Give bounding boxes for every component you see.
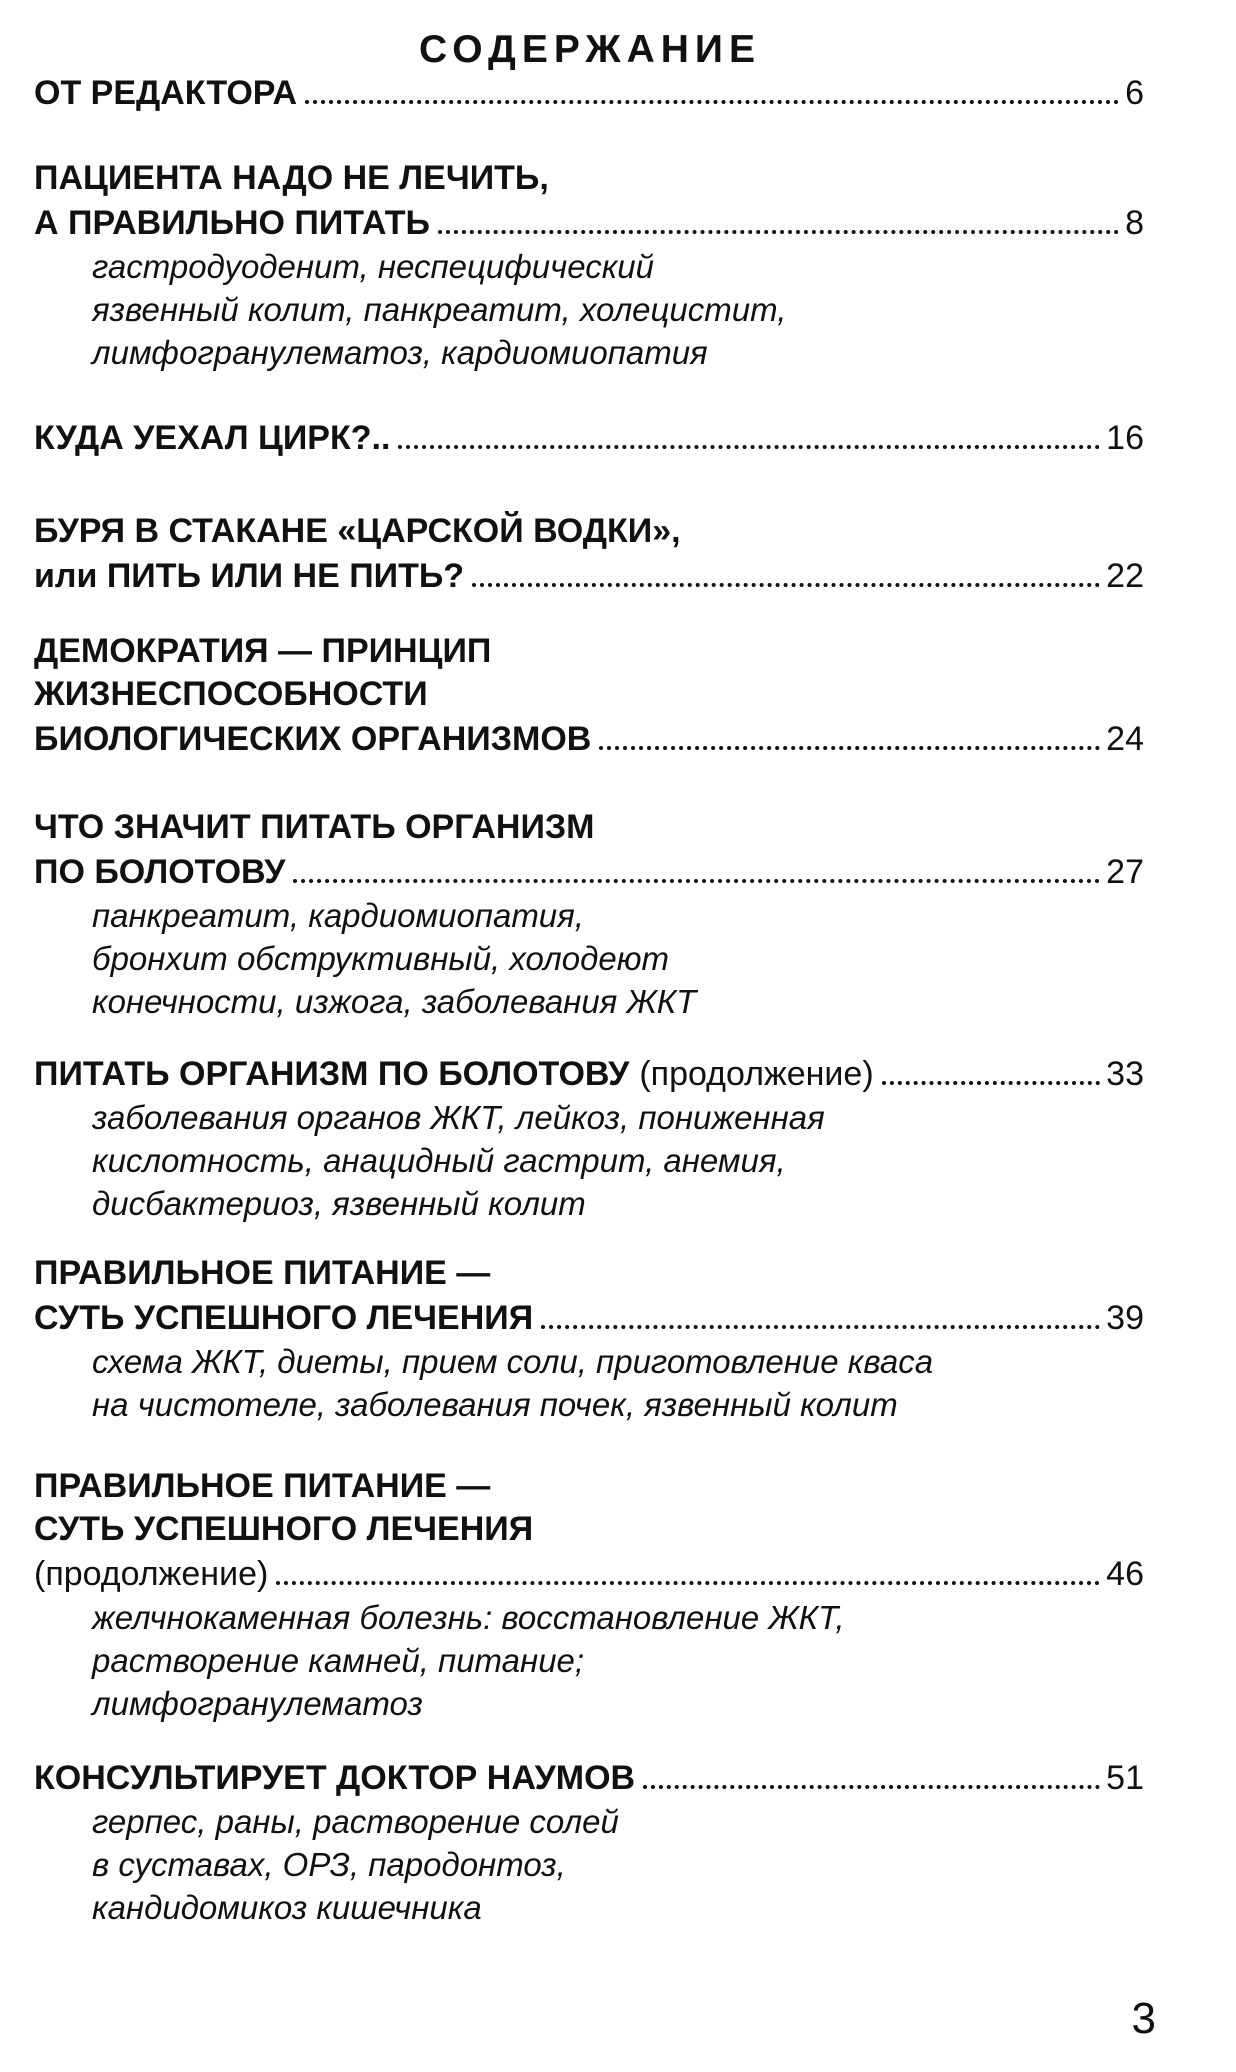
page-folio: 3	[1131, 1994, 1156, 2043]
page-number: 27	[1106, 853, 1144, 891]
entry-subtopics: язвенный колит, панкреатит, холецистит,	[92, 291, 787, 328]
entry-subtopics: бронхит обструктивный, холодеют	[92, 940, 670, 977]
toc-entry-storm[interactable]	[34, 510, 1144, 598]
entry-subtopics: конечности, изжога, заболевания ЖКТ	[92, 983, 697, 1020]
toc-entry-bolotov[interactable]	[34, 806, 1144, 1023]
entry-subtopics: схема ЖКТ, диеты, прием соли, приготовление кваса	[92, 1343, 934, 1380]
toc-title: СОДЕРЖАНИЕ	[419, 28, 761, 71]
entry-title: СУТЬ УСПЕШНОГО ЛЕЧЕНИЯ	[34, 1299, 534, 1337]
leader-dots	[882, 1051, 1101, 1085]
entry-title: А ПРАВИЛЬНО ПИТАТЬ	[34, 204, 430, 242]
page-number: 16	[1106, 419, 1144, 457]
leader-dots	[541, 1295, 1100, 1329]
toc-entry-feeding[interactable]	[34, 157, 1144, 374]
leader-dots	[643, 1755, 1100, 1789]
page-number: 51	[1106, 1759, 1144, 1797]
leader-dots	[276, 1551, 1100, 1585]
toc-entry-bolotov-continued[interactable]	[34, 1051, 1144, 1225]
entry-subtopics: лимфогранулематоз	[92, 1685, 423, 1722]
entry-title: ПО БОЛОТОВУ	[34, 853, 286, 891]
entry-title: ОТ РЕДАКТОРА	[34, 74, 298, 112]
leader-dots	[438, 200, 1119, 234]
entry-subtopics: герпес, раны, растворение солей	[92, 1803, 619, 1840]
entry-suffix: (продолжение)	[34, 1555, 269, 1593]
entry-subtopics: кислотность, анацидный гастрит, анемия,	[92, 1142, 786, 1179]
leader-dots	[293, 849, 1100, 883]
leader-dots	[472, 553, 1100, 587]
page-number: 6	[1125, 74, 1144, 112]
entry-subtopics: кандидомикоз кишечника	[92, 1889, 482, 1926]
toc-entry-democracy[interactable]	[34, 630, 1144, 761]
entry-title: или ПИТЬ ИЛИ НЕ ПИТЬ?	[34, 557, 465, 595]
entry-suffix: (продолжение)	[639, 1055, 874, 1093]
entry-subtopics: заболевания органов ЖКТ, лейкоз, пониженная	[92, 1099, 825, 1136]
entry-title: ПАЦИЕНТА НАДО НЕ ЛЕЧИТЬ,	[34, 159, 549, 197]
toc-entry-doctor-naumov[interactable]	[34, 1755, 1144, 1929]
entry-subtopics: панкреатит, кардиомиопатия,	[92, 897, 584, 934]
entry-title: СУТЬ УСПЕШНОГО ЛЕЧЕНИЯ	[34, 1510, 534, 1548]
page-number: 39	[1106, 1299, 1144, 1337]
entry-subtopics: в суставах, ОРЗ, пародонтоз,	[92, 1846, 566, 1883]
entry-subtopics: гастродуоденит, неспецифический	[92, 248, 655, 285]
toc-entry-editor[interactable]	[34, 70, 1144, 115]
page-number: 8	[1125, 204, 1144, 242]
entry-title: ДЕМОКРАТИЯ — ПРИНЦИП	[34, 632, 492, 670]
page-number: 22	[1106, 557, 1144, 595]
entry-subtopics: желчнокаменная болезнь: восстановление ЖКТ,	[92, 1599, 845, 1636]
leader-dots	[599, 716, 1100, 750]
leader-dots	[398, 415, 1100, 449]
entry-subtopics: на чистотеле, заболевания почек, язвенный колит	[92, 1386, 898, 1423]
entry-title: ПИТАТЬ ОРГАНИЗМ ПО БОЛОТОВУ	[34, 1055, 630, 1093]
toc-entry-proper-nutrition[interactable]	[34, 1252, 1144, 1426]
page-number: 24	[1106, 720, 1144, 758]
entry-subtopics: лимфогранулематоз, кардиомиопатия	[92, 334, 708, 371]
entry-subtopics: растворение камней, питание;	[92, 1642, 585, 1679]
entry-title: ЖИЗНЕСПОСОБНОСТИ	[34, 675, 428, 713]
entry-title: БИОЛОГИЧЕСКИХ ОРГАНИЗМОВ	[34, 720, 592, 758]
entry-title: БУРЯ В СТАКАНЕ «ЦАРСКОЙ ВОДКИ»,	[34, 512, 681, 550]
page-number: 46	[1106, 1555, 1144, 1593]
toc-entry-circus[interactable]	[34, 415, 1144, 460]
page-number: 33	[1106, 1055, 1144, 1093]
entry-title: ЧТО ЗНАЧИТ ПИТАТЬ ОРГАНИЗМ	[34, 808, 595, 846]
entry-subtopics: дисбактериоз, язвенный колит	[92, 1185, 586, 1222]
entry-title: КУДА УЕХАЛ ЦИРК?..	[34, 419, 391, 457]
entry-title: КОНСУЛЬТИРУЕТ ДОКТОР НАУМОВ	[34, 1759, 636, 1797]
leader-dots	[305, 70, 1119, 104]
toc-entry-proper-nutrition-continued[interactable]	[34, 1465, 1144, 1725]
entry-title: ПРАВИЛЬНОЕ ПИТАНИЕ —	[34, 1254, 491, 1292]
entry-title: ПРАВИЛЬНОЕ ПИТАНИЕ —	[34, 1467, 491, 1505]
